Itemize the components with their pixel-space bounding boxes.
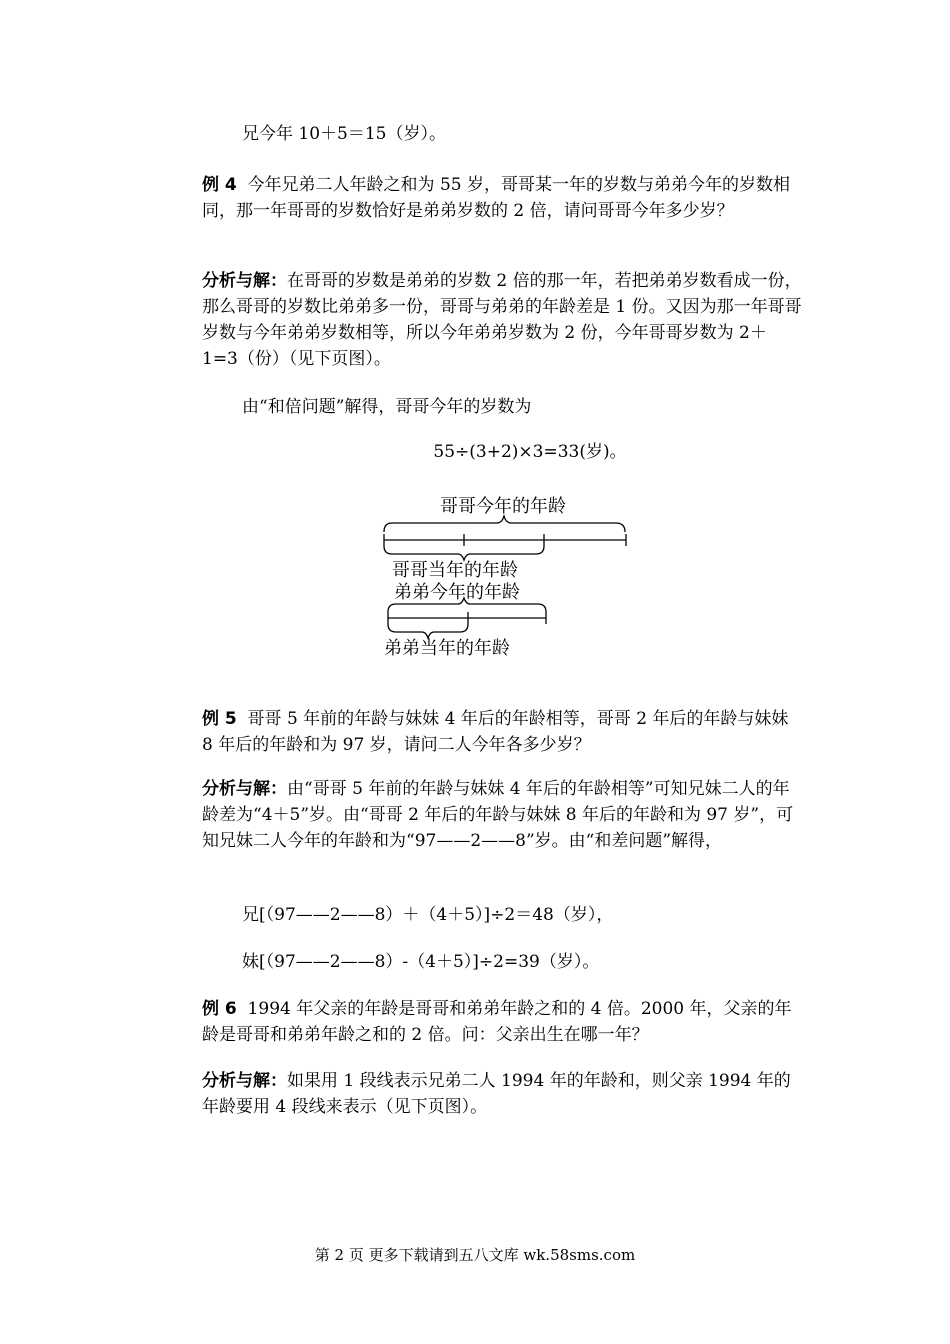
example-6-text: 1994 年父亲的年龄是哥哥和弟弟年龄之和的 4 倍。2000 年，父亲的年龄是哥哥和弟弟年龄之和的 2 倍。问：父亲出生在哪一年？ — [202, 999, 792, 1045]
age-diagram — [370, 490, 640, 660]
analysis-6-label: 分析与解： — [202, 1071, 287, 1091]
analysis-4 — [202, 268, 802, 372]
label-younger-then: 弟弟当年的年龄 — [384, 638, 510, 659]
example-4-label: 例 4 — [202, 175, 237, 195]
label-brother-now: 哥哥今年的年龄 — [440, 496, 566, 517]
brace-younger-then — [388, 624, 468, 638]
formula-sister: 妹[（97——2——8）-（4＋5）]÷2=39（岁）。 — [242, 952, 600, 972]
label-younger-now: 弟弟今年的年龄 — [394, 582, 520, 603]
analysis-5-label: 分析与解： — [202, 779, 287, 799]
brace-brother-now — [384, 516, 625, 532]
line-brother-age: 兄今年 10＋5＝15（岁）。 — [242, 124, 446, 144]
example-6 — [202, 996, 802, 1048]
analysis-4-text: 在哥哥的岁数是弟弟的岁数 2 倍的那一年，若把弟弟岁数看成一份，那么哥哥的岁数比弟弟多一份，哥哥与弟弟的年龄差是 1 份。又因为那一年哥哥岁数与今年弟弟岁数相等，所以今年弟弟岁数为 2 份，今年哥哥岁数为 2＋1=3（份）（见下页图）。 — [202, 271, 802, 369]
line-hebei: 由“和倍问题”解得，哥哥今年的岁数为 — [242, 397, 532, 417]
example-5 — [202, 706, 802, 758]
formula-1: 55÷(3+2)×3=33(岁)。 — [433, 442, 627, 462]
analysis-6 — [202, 1068, 802, 1120]
page-footer: 第 2 页 更多下载请到五八文库 wk.58sms.com — [314, 1246, 636, 1264]
analysis-4-label: 分析与解： — [202, 271, 287, 291]
analysis-6-text: 如果用 1 段线表示兄弟二人 1994 年的年龄和，则父亲 1994 年的年龄要用 4 段线来表示（见下页图）。 — [202, 1071, 791, 1117]
formula-brother: 兄[（97——2——8）＋（4＋5）]÷2＝48（岁）， — [242, 905, 614, 925]
label-brother-then: 哥哥当年的年龄 — [392, 560, 518, 581]
example-5-text: 哥哥 5 年前的年龄与妹妹 4 年后的年龄相等，哥哥 2 年后的年龄与妹妹 8 年后的年龄和为 97 岁，请问二人今年各多少岁？ — [202, 709, 794, 755]
example-4-text: 今年兄弟二人年龄之和为 55 岁，哥哥某一年的岁数与弟弟今年的岁数相同，那一年哥哥的岁数恰好是弟弟岁数的 2 倍，请问哥哥今年多少岁？ — [202, 175, 790, 221]
example-5-label: 例 5 — [202, 709, 237, 729]
brace-brother-then — [384, 546, 544, 560]
analysis-5-text: 由“哥哥 5 年前的年龄与妹妹 4 年后的年龄相等”可知兄妹二人的年龄差为“4＋5”岁。由“哥哥 2 年后的年龄与妹妹 8 年后的年龄和为 97 岁”，可知兄妹二人今年的年龄和为“97——2——8”岁。由“和差问题”解得， — [202, 779, 794, 851]
analysis-5 — [202, 776, 802, 854]
example-4 — [202, 172, 802, 224]
example-6-label: 例 6 — [202, 999, 237, 1019]
